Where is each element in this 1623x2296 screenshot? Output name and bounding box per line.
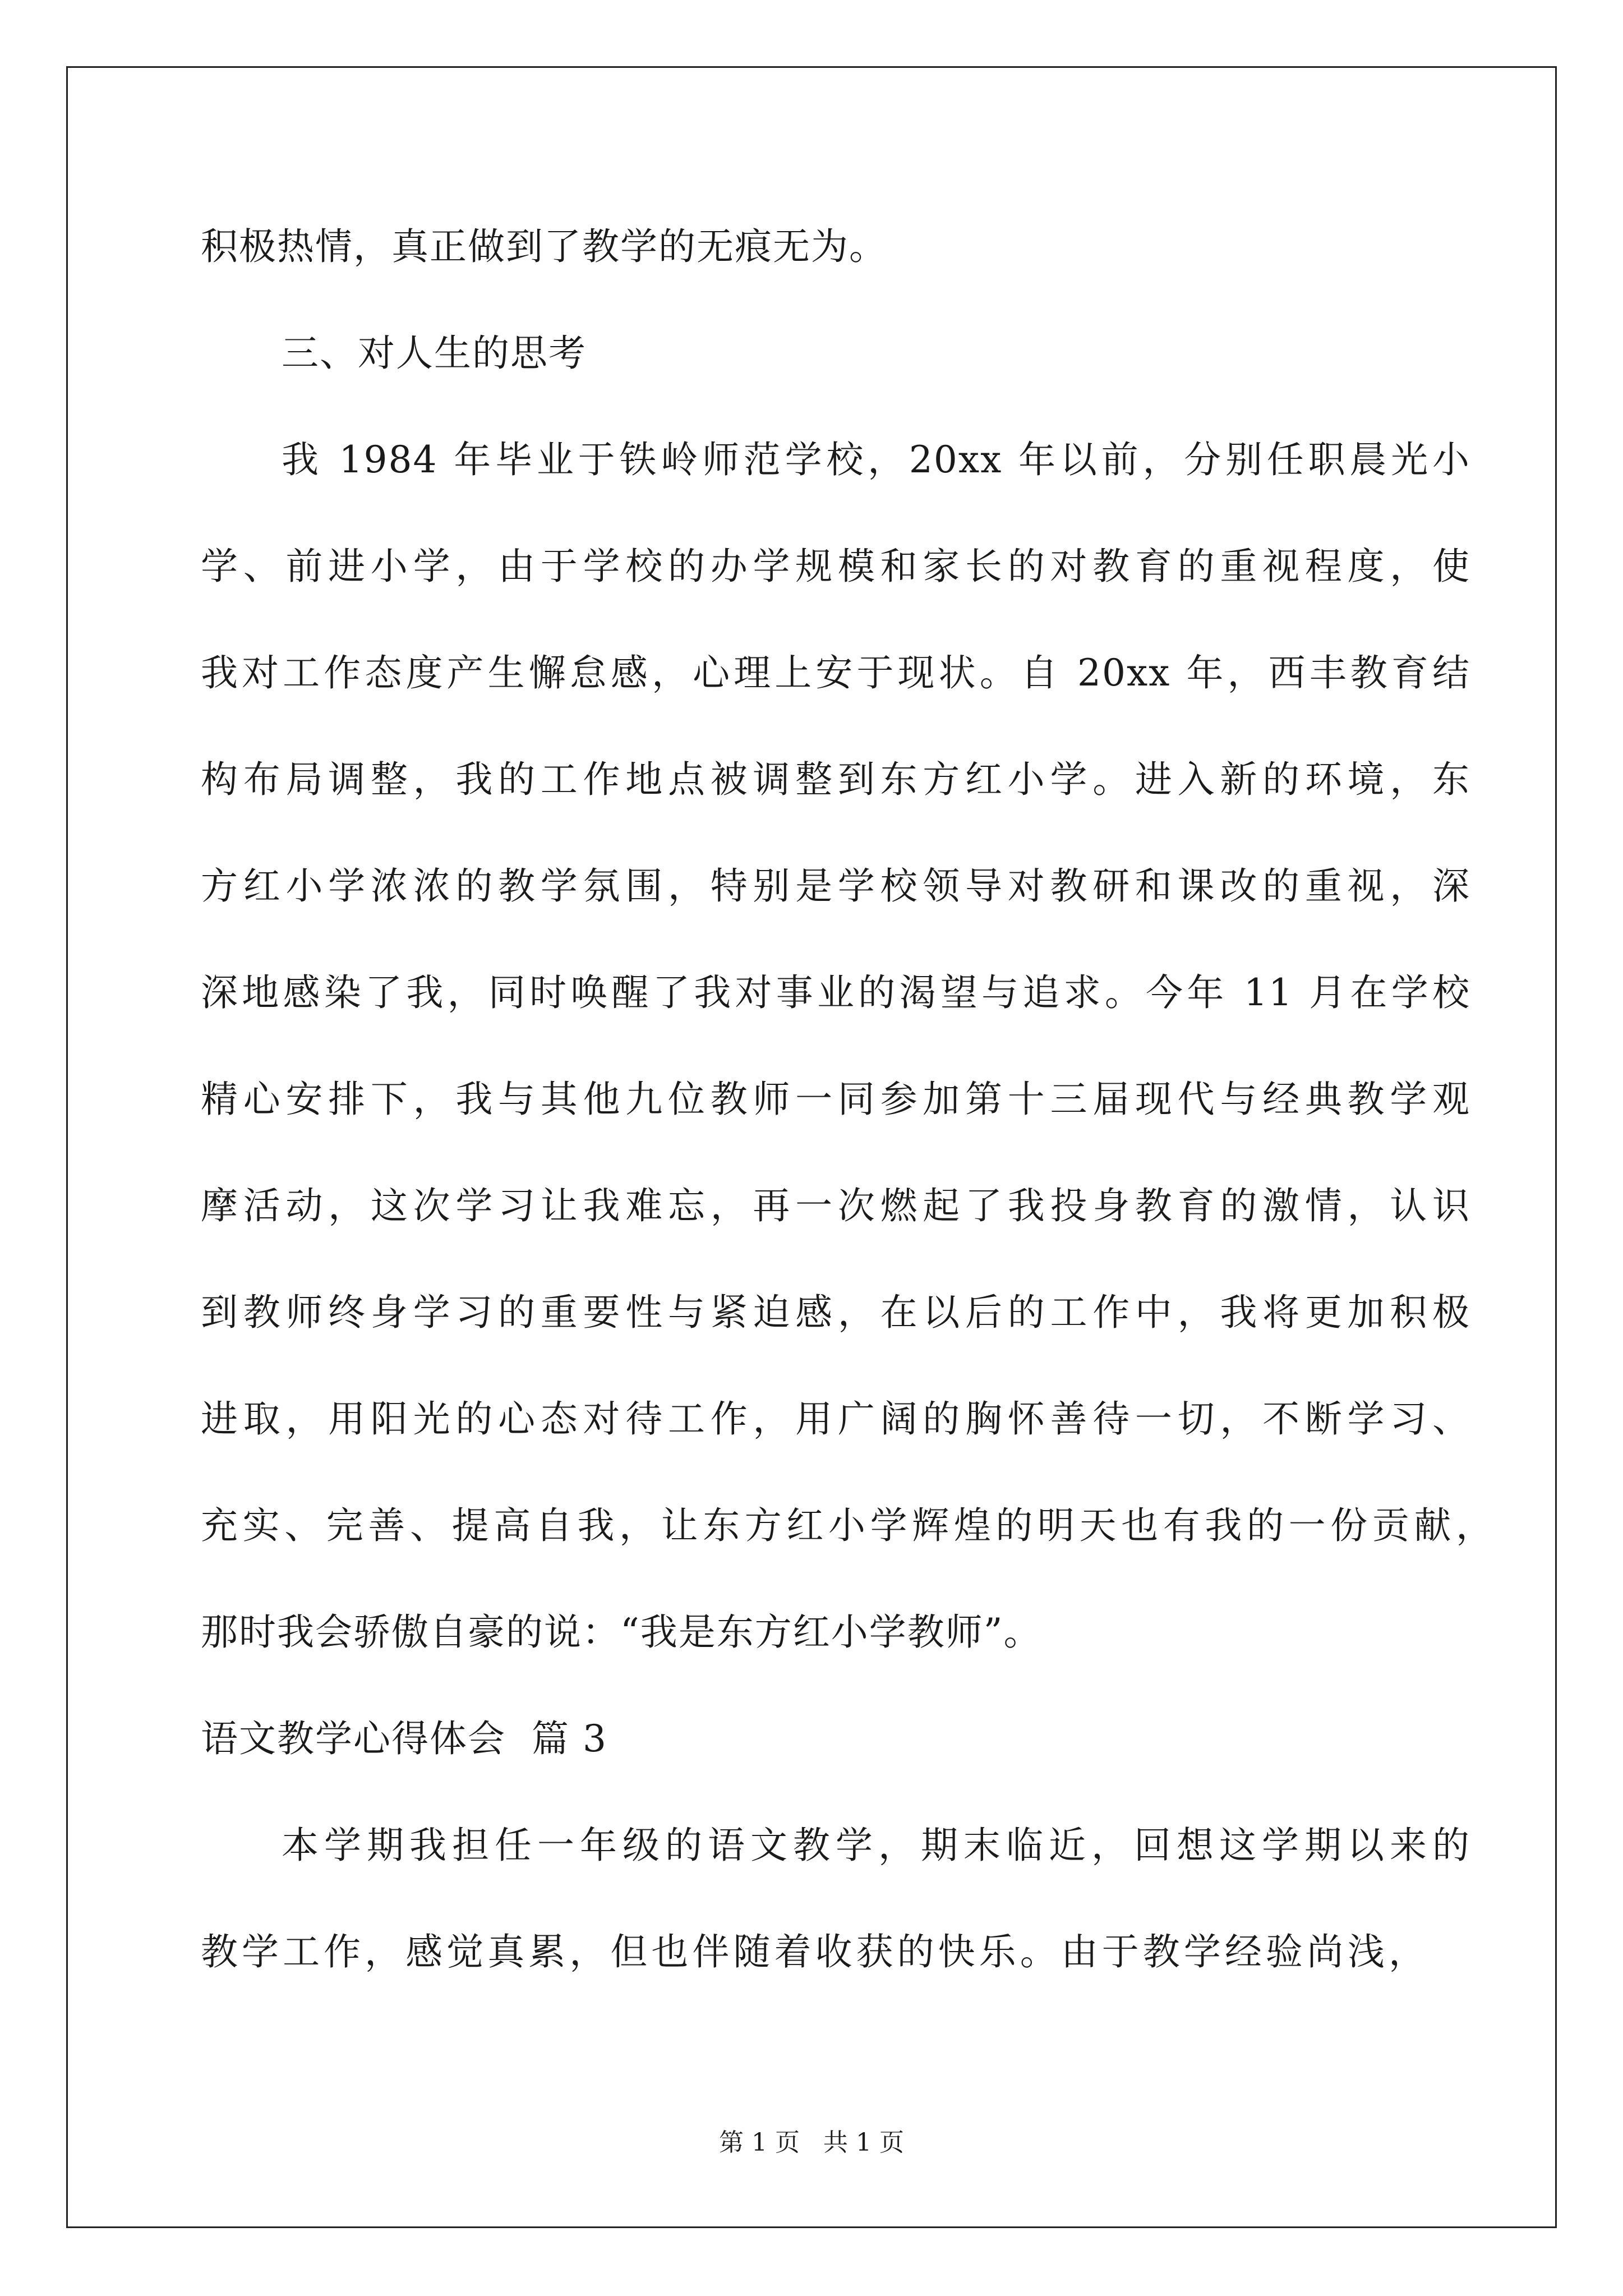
paragraph-line: 本学期我担任一年级的语文教学，期末临近，回想这学期以来的 (282, 1824, 1470, 1867)
paragraph-line: 充实、完善、提高自我，让东方红小学辉煌的明天也有我的一份贡献， (201, 1504, 1494, 1547)
paragraph-line: 构布局调整，我的工作地点被调整到东方红小学。进入新的环境，东 (201, 758, 1470, 801)
page-footer (0, 2126, 1623, 2160)
paragraph-line: 方红小学浓浓的教学氛围，特别是学校领导对教研和课改的重视，深 (201, 864, 1470, 908)
paragraph-line: 那时我会骄傲自豪的说：“我是东方红小学教师”。 (201, 1611, 1042, 1654)
paragraph-line: 我 1984 年毕业于铁岭师范学校，20xx 年以前，分别任职晨光小 (282, 438, 1470, 481)
paragraph-line: 学、前进小学，由于学校的办学规模和家长的对教育的重视程度，使 (201, 545, 1470, 588)
section-heading: 三、对人生的思考 (282, 332, 587, 375)
paragraph-line: 深地感染了我，同时唤醒了我对事业的渴望与追求。今年 11 月在学校 (201, 971, 1470, 1014)
paragraph-line: 精心安排下，我与其他九位教师一同参加第十三届现代与经典教学观 (201, 1078, 1470, 1121)
paragraph-line: 到教师终身学习的重要性与紧迫感，在以后的工作中，我将更加积极 (201, 1291, 1470, 1334)
paragraph-line: 积极热情，真正做到了教学的无痕无为。 (201, 225, 887, 268)
paragraph-line: 摩活动，这次学习让我难忘，再一次燃起了我投身教育的激情，认识 (201, 1184, 1470, 1227)
paragraph-line: 进取，用阳光的心态对待工作，用广阔的胸怀善待一切，不断学习、 (201, 1397, 1470, 1441)
page-number: 第 1 页 (719, 2128, 800, 2157)
page-border (66, 66, 1557, 2228)
paragraph-line: 我对工作态度产生懈怠感，心理上安于现状。自 20xx 年，西丰教育结 (201, 651, 1470, 694)
page-total: 共 1 页 (823, 2128, 904, 2157)
paragraph-line: 教学工作，感觉真累，但也伴随着收获的快乐。由于教学经验尚浅， (201, 1930, 1427, 1973)
article-title: 语文教学心得体会 篇 3 (201, 1717, 607, 1760)
